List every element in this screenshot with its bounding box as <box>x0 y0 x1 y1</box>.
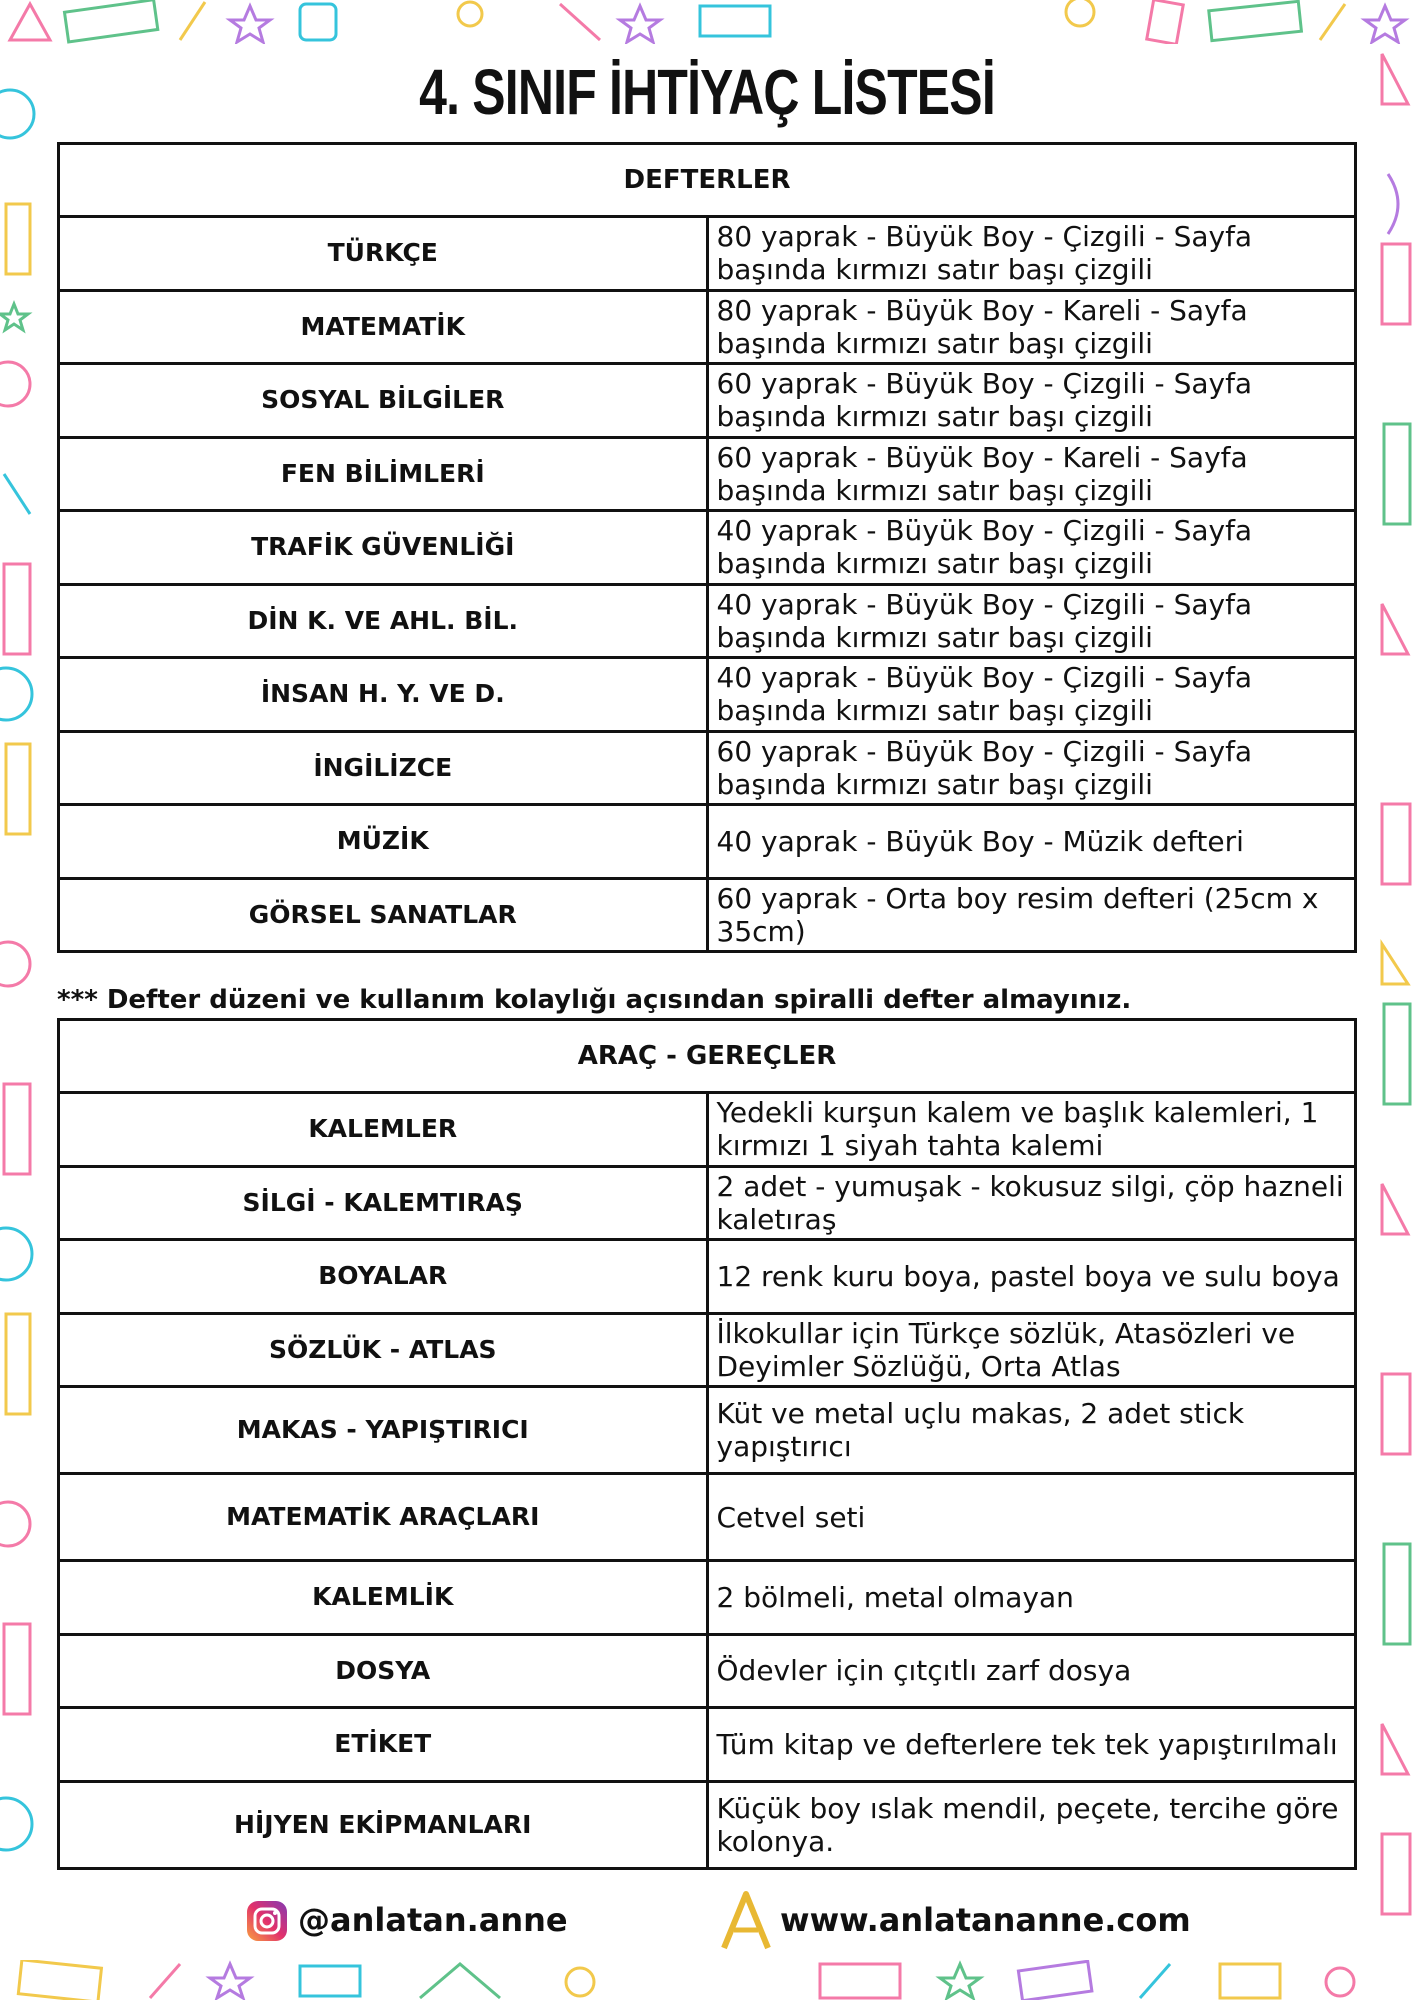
table-row <box>59 511 1356 585</box>
table-row <box>59 290 1356 364</box>
supply-description: Tüm kitap ve defterlere tek tek yapıştırılmalı <box>707 1708 1356 1782</box>
table-row <box>59 217 1356 291</box>
subject-label: DİN K. VE AHL. BİL. <box>59 584 708 658</box>
notebooks-table <box>57 142 1357 953</box>
spiral-notebook-note: *** Defter düzeni ve kullanım kolaylığı açısından spiralli defter almayınız. <box>57 985 1132 1015</box>
supply-label: MATEMATİK ARAÇLARI <box>59 1474 708 1561</box>
notebook-description: 80 yaprak - Büyük Boy - Kareli - Sayfa başında kırmızı satır başı çizgili <box>707 290 1356 364</box>
notebook-description: 60 yaprak - Büyük Boy - Kareli - Sayfa başında kırmızı satır başı çizgili <box>707 437 1356 511</box>
supply-label: SİLGİ - KALEMTIRAŞ <box>59 1166 708 1240</box>
subject-label: TRAFİK GÜVENLİĞİ <box>59 511 708 585</box>
decorative-border-bottom <box>0 1960 1414 2000</box>
supply-description: 12 renk kuru boya, pastel boya ve sulu boya <box>707 1240 1356 1314</box>
supply-label: HİJYEN EKİPMANLARI <box>59 1781 708 1868</box>
subject-label: MÜZİK <box>59 805 708 879</box>
subject-label: İNGİLİZCE <box>59 731 708 805</box>
notebooks-table-header: DEFTERLER <box>59 144 1356 217</box>
table-row <box>59 731 1356 805</box>
supply-description: İlkokullar için Türkçe sözlük, Atasözleri ve Deyimler Sözlüğü, Orta Atlas <box>707 1313 1356 1387</box>
letter-a-logo-icon <box>716 1890 776 1950</box>
notebook-description: 40 yaprak - Büyük Boy - Müzik defteri <box>707 805 1356 879</box>
notebook-description: 40 yaprak - Büyük Boy - Çizgili - Sayfa başında kırmızı satır başı çizgili <box>707 658 1356 732</box>
table-row <box>59 1474 1356 1561</box>
notebook-description: 80 yaprak - Büyük Boy - Çizgili - Sayfa başında kırmızı satır başı çizgili <box>707 217 1356 291</box>
table-row <box>59 1708 1356 1782</box>
subject-label: TÜRKÇE <box>59 217 708 291</box>
supply-label: SÖZLÜK - ATLAS <box>59 1313 708 1387</box>
supplies-table-header: ARAÇ - GEREÇLER <box>59 1020 1356 1093</box>
supply-label: MAKAS - YAPIŞTIRICI <box>59 1387 708 1474</box>
subject-label: MATEMATİK <box>59 290 708 364</box>
supply-description: Küt ve metal uçlu makas, 2 adet stick yapıştırıcı <box>707 1387 1356 1474</box>
supply-label: DOSYA <box>59 1634 708 1708</box>
instagram-icon[interactable] <box>246 1900 288 1942</box>
decorative-border-right <box>1378 44 1414 1960</box>
table-row <box>59 1634 1356 1708</box>
table-row <box>59 1313 1356 1387</box>
table-row <box>59 878 1356 952</box>
table-row <box>59 584 1356 658</box>
notebook-description: 40 yaprak - Büyük Boy - Çizgili - Sayfa başında kırmızı satır başı çizgili <box>707 511 1356 585</box>
supplies-table <box>57 1018 1357 1870</box>
supply-description: 2 adet - yumuşak - kokusuz silgi, çöp hazneli kaletıraş <box>707 1166 1356 1240</box>
table-row <box>59 1781 1356 1868</box>
notebook-description: 60 yaprak - Büyük Boy - Çizgili - Sayfa başında kırmızı satır başı çizgili <box>707 364 1356 438</box>
instagram-handle[interactable]: @anlatan.anne <box>298 1901 568 1939</box>
subject-label: SOSYAL BİLGİLER <box>59 364 708 438</box>
decorative-border-top <box>0 0 1414 44</box>
table-row <box>59 1166 1356 1240</box>
decorative-border-left <box>0 44 36 1960</box>
table-row <box>59 364 1356 438</box>
footer <box>0 1892 1414 1948</box>
subject-label: İNSAN H. Y. VE D. <box>59 658 708 732</box>
table-row <box>59 1240 1356 1314</box>
table-row <box>59 437 1356 511</box>
table-row <box>59 658 1356 732</box>
notebook-description: 40 yaprak - Büyük Boy - Çizgili - Sayfa başında kırmızı satır başı çizgili <box>707 584 1356 658</box>
table-row <box>59 1093 1356 1167</box>
table-row <box>59 1561 1356 1635</box>
website-link[interactable]: www.anlatananne.com <box>780 1901 1191 1939</box>
table-row <box>59 805 1356 879</box>
subject-label: FEN BİLİMLERİ <box>59 437 708 511</box>
supply-description: Küçük boy ıslak mendil, peçete, tercihe göre kolonya. <box>707 1781 1356 1868</box>
supply-description: Yedekli kurşun kalem ve başlık kalemleri, 1 kırmızı 1 siyah tahta kalemi <box>707 1093 1356 1167</box>
supply-description: 2 bölmeli, metal olmayan <box>707 1561 1356 1635</box>
page-title: 4. SINIF İHTİYAÇ LİSTESİ <box>419 56 995 128</box>
supply-label: BOYALAR <box>59 1240 708 1314</box>
notebook-description: 60 yaprak - Büyük Boy - Çizgili - Sayfa başında kırmızı satır başı çizgili <box>707 731 1356 805</box>
supply-label: KALEMLİK <box>59 1561 708 1635</box>
supply-description: Ödevler için çıtçıtlı zarf dosya <box>707 1634 1356 1708</box>
subject-label: GÖRSEL SANATLAR <box>59 878 708 952</box>
table-row <box>59 1387 1356 1474</box>
supply-label: KALEMLER <box>59 1093 708 1167</box>
supply-description: Cetvel seti <box>707 1474 1356 1561</box>
notebook-description: 60 yaprak - Orta boy resim defteri (25cm x 35cm) <box>707 878 1356 952</box>
supply-label: ETİKET <box>59 1708 708 1782</box>
